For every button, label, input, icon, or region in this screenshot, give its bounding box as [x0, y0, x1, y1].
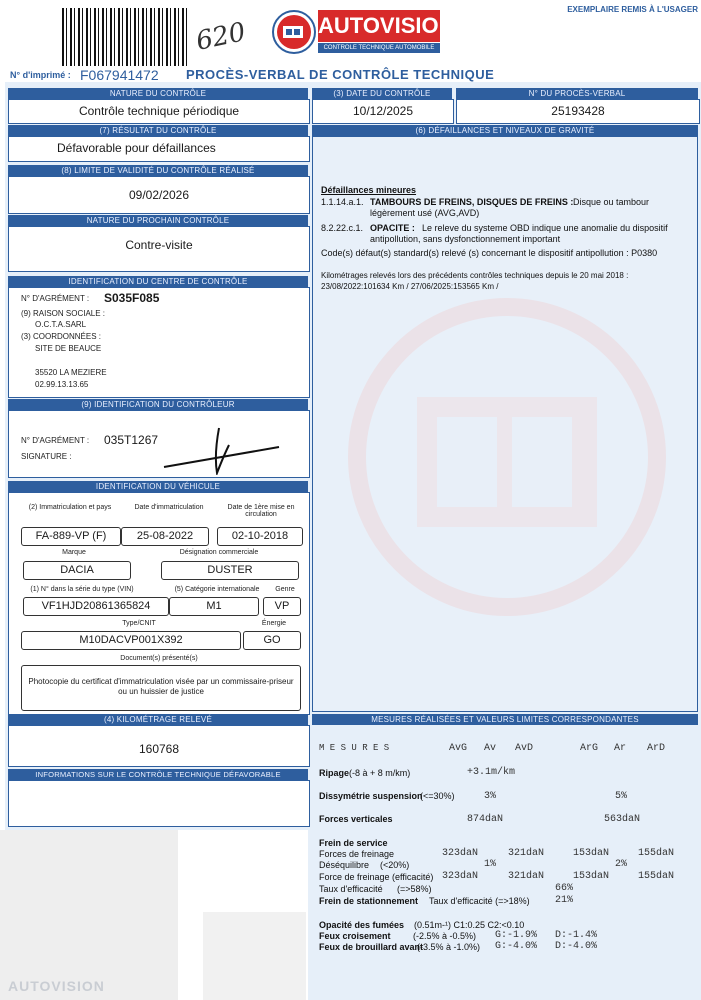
- defaillances-header: (6) DÉFAILLANCES ET NIVEAUX DE GRAVITÉ: [312, 125, 698, 136]
- centre-header: IDENTIFICATION DU CENTRE DE CONTRÔLE: [8, 276, 308, 287]
- ripage-limit: (-8 à + 8 m/km): [349, 768, 411, 778]
- brouillard-g: G:-4.0%: [495, 941, 538, 952]
- col-arg: ArG: [580, 743, 599, 754]
- vin-label: (1) N° dans la série du type (VIN): [30, 586, 134, 593]
- prochain-value: Contre-visite: [125, 238, 193, 252]
- type-value: M10DACVP001X392: [21, 631, 241, 650]
- resultat-value: Défavorable pour défaillances: [57, 141, 216, 155]
- marque-label: Marque: [62, 549, 86, 556]
- taux-label: Taux d'efficacité: [319, 884, 383, 894]
- validite-value: 09/02/2026: [128, 188, 190, 202]
- signature-label: SIGNATURE :: [21, 452, 72, 461]
- stationnement-limit: Taux d'efficacité (=>18%): [429, 896, 530, 906]
- deseq-limit: (<20%): [380, 860, 410, 870]
- date-immat-value: 25-08-2022: [121, 527, 209, 546]
- centre-agrement-value: S035F085: [104, 291, 160, 305]
- deseq-av: 1%: [484, 859, 497, 870]
- controleur-agrement-value: 035T1267: [104, 433, 159, 447]
- brouillard-label: Feux de brouillard avant: [319, 942, 424, 952]
- mesures-header: MESURES RÉALISÉES ET VALEURS LIMITES CORRESPONDANTES: [312, 714, 698, 725]
- kilometrages-line1: Kilométrages relevés lors des précédents contrôles techniques depuis le 20 mai 2018 :: [321, 271, 629, 280]
- defaillance-item-2-text: Le releve du systeme OBD indique une anomalie du dispositif antipollution, sans dysfonctionnement important: [370, 223, 668, 244]
- marque-value: DACIA: [23, 561, 131, 580]
- date-1ere-label: Date de 1ère mise en circulation: [227, 504, 295, 518]
- fe-avd: 321daN: [508, 871, 545, 882]
- taux-value: 66%: [555, 883, 574, 894]
- croisement-g: G:-1.9%: [495, 930, 538, 941]
- dissym-limit: (<=30%): [420, 791, 455, 801]
- centre-coord-label: (3) COORDONNÉES :: [21, 332, 102, 341]
- col-avd: AvD: [515, 743, 534, 754]
- designation-label: Désignation commerciale: [179, 549, 259, 556]
- ff-avg: 323daN: [442, 848, 479, 859]
- centre-coord-line2: 35520 LA MEZIERE: [35, 368, 107, 377]
- mesures-panel: [312, 725, 698, 1000]
- centre-box: [8, 287, 310, 398]
- brouillard-limit: (-3.5% à -1.0%): [417, 942, 481, 952]
- nature-value: Contrôle technique périodique: [78, 104, 240, 118]
- signature-scribble: [159, 425, 299, 475]
- centre-coord-line3: 02.99.13.13.65: [35, 380, 89, 389]
- pv-box: [456, 99, 700, 124]
- vin-value: VF1HJD20861365824: [23, 597, 169, 616]
- kilometrage-box: [8, 725, 310, 767]
- vehicule-box: [8, 492, 310, 715]
- defaillance-item-1-text: Disque ou tambour légèrement usé (AVG,AVD): [370, 197, 650, 218]
- watermark: AUTOVISION: [8, 978, 105, 994]
- controleur-agrement-label: N° D'AGRÉMENT :: [21, 436, 90, 445]
- copy-note: EXEMPLAIRE REMIS À L'USAGER: [567, 5, 698, 14]
- croisement-d: D:-1.4%: [555, 930, 598, 941]
- frein-service-label: Frein de service: [319, 838, 388, 848]
- mesures-title: M E S U R E S: [319, 743, 390, 753]
- defaillances-section-title: Défaillances mineures: [321, 185, 417, 195]
- code-defaut: Code(s) défaut(s) standard(s) relevé (s) concernant le dispositif antipollution : P0380: [321, 248, 658, 258]
- kilometrages-line2: 23/08/2022:101634 Km / 27/06/2025:153565 Km /: [321, 282, 499, 291]
- deseq-ar: 2%: [615, 859, 628, 870]
- force-eff-label: Force de freinage (efficacité): [319, 872, 434, 882]
- car-icon: [274, 12, 314, 52]
- date-controle-header: (3) DATE DU CONTRÔLE: [312, 88, 452, 99]
- date-immat-label: Date d'immatriculation: [134, 504, 204, 511]
- col-avg: AvG: [449, 743, 468, 754]
- print-number: F067941472: [80, 67, 159, 83]
- forces-vert-av: 874daN: [467, 814, 504, 825]
- forces-vert-label: Forces verticales: [319, 814, 393, 824]
- defaillance-item-1-code: 1.1.14.a.1.: [321, 197, 364, 207]
- page-title: PROCÈS-VERBAL DE CONTRÔLE TECHNIQUE: [186, 67, 495, 82]
- handwritten-number: 620: [193, 17, 249, 57]
- centre-raison-value: O.C.T.A.SARL: [35, 320, 87, 329]
- resultat-header: (7) RÉSULTAT DU CONTRÔLE: [8, 125, 308, 136]
- energie-label: Énergie: [261, 620, 287, 627]
- date-controle-box: [312, 99, 454, 124]
- brouillard-d: D:-4.0%: [555, 941, 598, 952]
- defaillance-item-2-title: OPACITE :: [370, 223, 415, 233]
- kilometrage-value: 160768: [138, 742, 180, 756]
- defaillances-panel: [312, 136, 698, 712]
- prochain-box: [8, 226, 310, 272]
- genre-label: Genre: [275, 586, 295, 593]
- pv-value: 25193428: [551, 104, 605, 118]
- col-ard: ArD: [647, 743, 666, 754]
- nature-header: NATURE DU CONTRÔLE: [8, 88, 308, 99]
- ff-ard: 155daN: [638, 848, 675, 859]
- resultat-box: [8, 136, 310, 162]
- ff-arg: 153daN: [573, 848, 610, 859]
- date-1ere-value: 02-10-2018: [217, 527, 303, 546]
- controleur-box: [8, 410, 310, 478]
- docs-label: Document(s) présenté(s): [120, 655, 198, 662]
- stationnement-value: 21%: [555, 895, 574, 906]
- logo-emblem: [272, 10, 316, 54]
- forces-vert-ar: 563daN: [604, 814, 641, 825]
- col-ar: Ar: [614, 743, 627, 754]
- centre-coord-line1: SITE DE BEAUCE: [35, 344, 102, 353]
- fe-avg: 323daN: [442, 871, 479, 882]
- categorie-value: M1: [169, 597, 259, 616]
- logo: [272, 10, 455, 54]
- categorie-label: (5) Catégorie internationale: [174, 586, 260, 593]
- barcode: [62, 8, 187, 66]
- immat-value: FA-889-VP (F): [21, 527, 121, 546]
- dissym-ar: 5%: [615, 791, 628, 802]
- designation-value: DUSTER: [161, 561, 299, 580]
- defaillance-item-2-code: 8.2.22.c.1.: [321, 223, 364, 233]
- prochain-header: NATURE DU PROCHAIN CONTRÔLE: [8, 215, 308, 226]
- watermark-emblem: [337, 287, 677, 627]
- logo-subtitle: CONTROLE TECHNIQUE AUTOMOBILE: [318, 43, 440, 53]
- ff-avd: 321daN: [508, 848, 545, 859]
- dissym-av: 3%: [484, 791, 497, 802]
- croisement-label: Feux croisement: [319, 931, 391, 941]
- docs-value: Photocopie du certificat d'immatriculation visée par un commissaire-priseur ou un huissier de justice: [28, 677, 294, 696]
- deseq-label: Déséquilibre: [319, 860, 370, 870]
- print-label: N° d'imprimé :: [10, 70, 71, 80]
- immat-label: (2) Immatriculation et pays: [28, 504, 112, 511]
- fe-arg: 153daN: [573, 871, 610, 882]
- col-av: Av: [484, 743, 497, 754]
- scan-margin-gray-2: [203, 912, 306, 1000]
- infos-header: INFORMATIONS SUR LE CONTRÔLE TECHNIQUE DÉFAVORABLE: [8, 769, 308, 780]
- logo-text: AUTOVISION: [318, 10, 440, 42]
- pv-header: N° DU PROCÈS-VERBAL: [456, 88, 698, 99]
- date-controle-value: 10/12/2025: [352, 104, 414, 118]
- ripage-value: +3.1m/km: [467, 767, 516, 778]
- defaillance-item-1-title: TAMBOURS DE FREINS, DISQUES DE FREINS :: [370, 197, 574, 207]
- genre-value: VP: [263, 597, 301, 616]
- croisement-limit: (-2.5% à -0.5%): [413, 931, 477, 941]
- dissym-label: Dissymétrie suspension: [319, 791, 423, 801]
- vehicule-header: IDENTIFICATION DU VÉHICULE: [8, 481, 308, 492]
- validite-box: [8, 176, 310, 214]
- forces-freinage-label: Forces de freinage: [319, 849, 395, 859]
- docs-value-box: [21, 665, 301, 711]
- taux-limit: (=>58%): [397, 884, 432, 894]
- stationnement-label: Frein de stationnement: [319, 896, 419, 906]
- type-label: Type/CNIT: [122, 620, 156, 627]
- scan-margin-gray: [0, 830, 178, 1000]
- fe-ard: 155daN: [638, 871, 675, 882]
- opacite-label: Opacité des fumées: [319, 920, 405, 930]
- energie-value: GO: [243, 631, 301, 650]
- infos-box: [8, 780, 310, 827]
- nature-box: [8, 99, 310, 124]
- kilometrage-header: (4) KILOMÉTRAGE RELEVÉ: [8, 714, 308, 725]
- opacite-values: (0.51m-¹) C1:0.25 C2:<0.10: [414, 920, 525, 930]
- ripage-label: Ripage: [319, 768, 350, 778]
- centre-agrement-label: N° D'AGRÉMENT :: [21, 294, 90, 303]
- validite-header: (8) LIMITE DE VALIDITÉ DU CONTRÔLE RÉALISÉ: [8, 165, 308, 176]
- controleur-header: (9) IDENTIFICATION DU CONTRÔLEUR: [8, 399, 308, 410]
- centre-raison-label: (9) RAISON SOCIALE :: [21, 309, 106, 318]
